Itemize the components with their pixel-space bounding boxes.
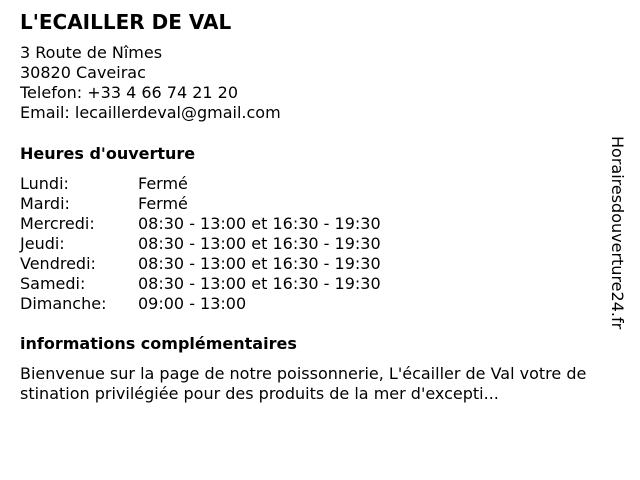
day-hours: Fermé bbox=[138, 174, 188, 193]
day-label: Jeudi: bbox=[20, 234, 65, 253]
day-label: Lundi: bbox=[20, 174, 69, 193]
day-hours: 08:30 - 13:00 et 16:30 - 19:30 bbox=[138, 274, 381, 293]
day-hours: Fermé bbox=[138, 194, 188, 213]
hours-row-friday bbox=[20, 254, 381, 274]
hours-row-tuesday bbox=[20, 194, 381, 214]
day-label: Mercredi: bbox=[20, 214, 95, 233]
info-heading: informations complémentaires bbox=[20, 334, 297, 353]
address-street: 3 Route de Nîmes bbox=[20, 43, 163, 62]
day-label: Dimanche: bbox=[20, 294, 107, 313]
hours-row-saturday bbox=[20, 274, 381, 294]
phone-number: Telefon: +33 4 66 74 21 20 bbox=[20, 83, 239, 102]
hours-row-wednesday bbox=[20, 214, 381, 234]
day-hours: 09:00 - 13:00 bbox=[138, 294, 247, 313]
business-name: L'ECAILLER DE VAL bbox=[20, 10, 232, 34]
hours-row-sunday bbox=[20, 294, 381, 314]
address-city: 30820 Caveirac bbox=[20, 63, 146, 82]
hours-heading: Heures d'ouverture bbox=[20, 144, 196, 163]
day-label: Vendredi: bbox=[20, 254, 96, 273]
day-hours: 08:30 - 13:00 et 16:30 - 19:30 bbox=[138, 254, 381, 273]
contact-block bbox=[20, 43, 281, 123]
day-label: Samedi: bbox=[20, 274, 86, 293]
hours-row-monday bbox=[20, 174, 381, 194]
day-hours: 08:30 - 13:00 et 16:30 - 19:30 bbox=[138, 214, 381, 233]
hours-table bbox=[20, 174, 381, 314]
email-address: Email: lecaillerdeval@gmail.com bbox=[20, 103, 281, 122]
business-description: Bienvenue sur la page de notre poissonnerie, L'écailler de Val votre destination privilégiée pour des produits de la mer d'excepti... bbox=[20, 364, 587, 403]
day-hours: 08:30 - 13:00 et 16:30 - 19:30 bbox=[138, 234, 381, 253]
hours-row-thursday bbox=[20, 234, 381, 254]
site-watermark: Horairesdouverture24.fr bbox=[608, 136, 627, 330]
day-label: Mardi: bbox=[20, 194, 70, 213]
